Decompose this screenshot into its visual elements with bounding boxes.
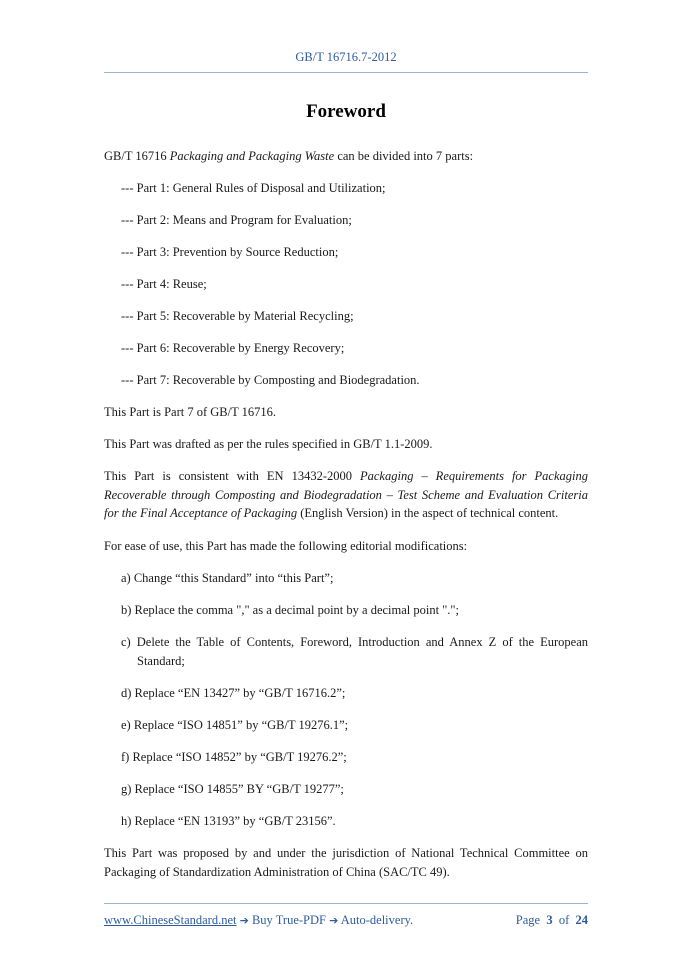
current-page-number: 3	[546, 913, 553, 927]
running-header: GB/T 16716.7-2012	[295, 50, 397, 64]
intro-italic-title: Packaging and Packaging Waste	[169, 149, 335, 163]
consistency-italic-title: Packaging – Requirements for Packaging Recoverable through Composting and Biodegradation – Test Scheme and Evaluation Criteria for the Final Acceptance of Packaging	[104, 469, 588, 520]
auto-delivery-text: Auto-delivery.	[338, 913, 414, 927]
header-divider	[104, 72, 588, 73]
modification-item: d) Replace “EN 13427” by “GB/T 16716.2”;	[121, 686, 346, 700]
page-title: Foreword	[306, 101, 386, 122]
intro-paragraph	[104, 147, 588, 166]
modification-item: b) Replace the comma "," as a decimal point by a decimal point ".";	[121, 603, 460, 617]
modification-item: a) Change “this Standard” into “this Part”;	[121, 571, 334, 585]
part-list-item: --- Part 4: Reuse;	[121, 277, 207, 291]
page-counter	[516, 913, 588, 928]
page-label: Page	[515, 913, 541, 927]
arrow-right-icon: ➔	[329, 914, 339, 927]
part-list-item: --- Part 6: Recoverable by Energy Recovery;	[121, 341, 345, 355]
buy-pdf-text: Buy True-PDF	[248, 913, 330, 927]
paragraph-modifications-intro: For ease of use, this Part has made the following editorial modifications:	[104, 539, 468, 553]
part-list-item: --- Part 3: Prevention by Source Reduction;	[121, 245, 339, 259]
paragraph-drafted: This Part was drafted as per the rules specified in GB/T 1.1-2009.	[104, 437, 433, 451]
modification-item: h) Replace “EN 13193” by “GB/T 23156”.	[121, 814, 336, 828]
part-list-item: --- Part 2: Means and Program for Evaluation;	[121, 213, 352, 227]
paragraph-consistency	[104, 467, 588, 523]
modification-item: c) Delete the Table of Contents, Foreword, Introduction and Annex Z of the European Standard;	[121, 635, 588, 668]
paragraph-proposed: This Part was proposed by and under the jurisdiction of National Technical Committee on Packaging of Standardization Administration of China (SAC/TC 49).	[104, 846, 588, 879]
site-link[interactable]: www.ChineseStandard.net	[104, 913, 237, 927]
part-list-item: --- Part 7: Recoverable by Composting and Biodegradation.	[121, 373, 420, 387]
modification-item: e) Replace “ISO 14851” by “GB/T 19276.1”;	[121, 718, 349, 732]
paragraph-part-of: This Part is Part 7 of GB/T 16716.	[104, 405, 276, 419]
of-label: of	[558, 913, 570, 927]
consistency-suffix: (English Version) in the aspect of technical content.	[297, 506, 559, 520]
modification-item: f) Replace “ISO 14852” by “GB/T 19276.2”;	[121, 750, 347, 764]
arrow-right-icon: ➔	[239, 914, 249, 927]
consistency-prefix: This Part is consistent with EN 13432-2000	[104, 469, 360, 483]
intro-prefix: GB/T 16716	[104, 149, 170, 163]
footer-promo	[104, 913, 413, 928]
part-list-item: --- Part 5: Recoverable by Material Recycling;	[121, 309, 354, 323]
footer-divider	[104, 903, 588, 904]
part-list-item: --- Part 1: General Rules of Disposal and Utilization;	[121, 181, 386, 195]
modification-item: g) Replace “ISO 14855” BY “GB/T 19277”;	[121, 782, 344, 796]
intro-suffix: can be divided into 7 parts:	[334, 149, 474, 163]
total-pages-number: 24	[575, 913, 588, 927]
